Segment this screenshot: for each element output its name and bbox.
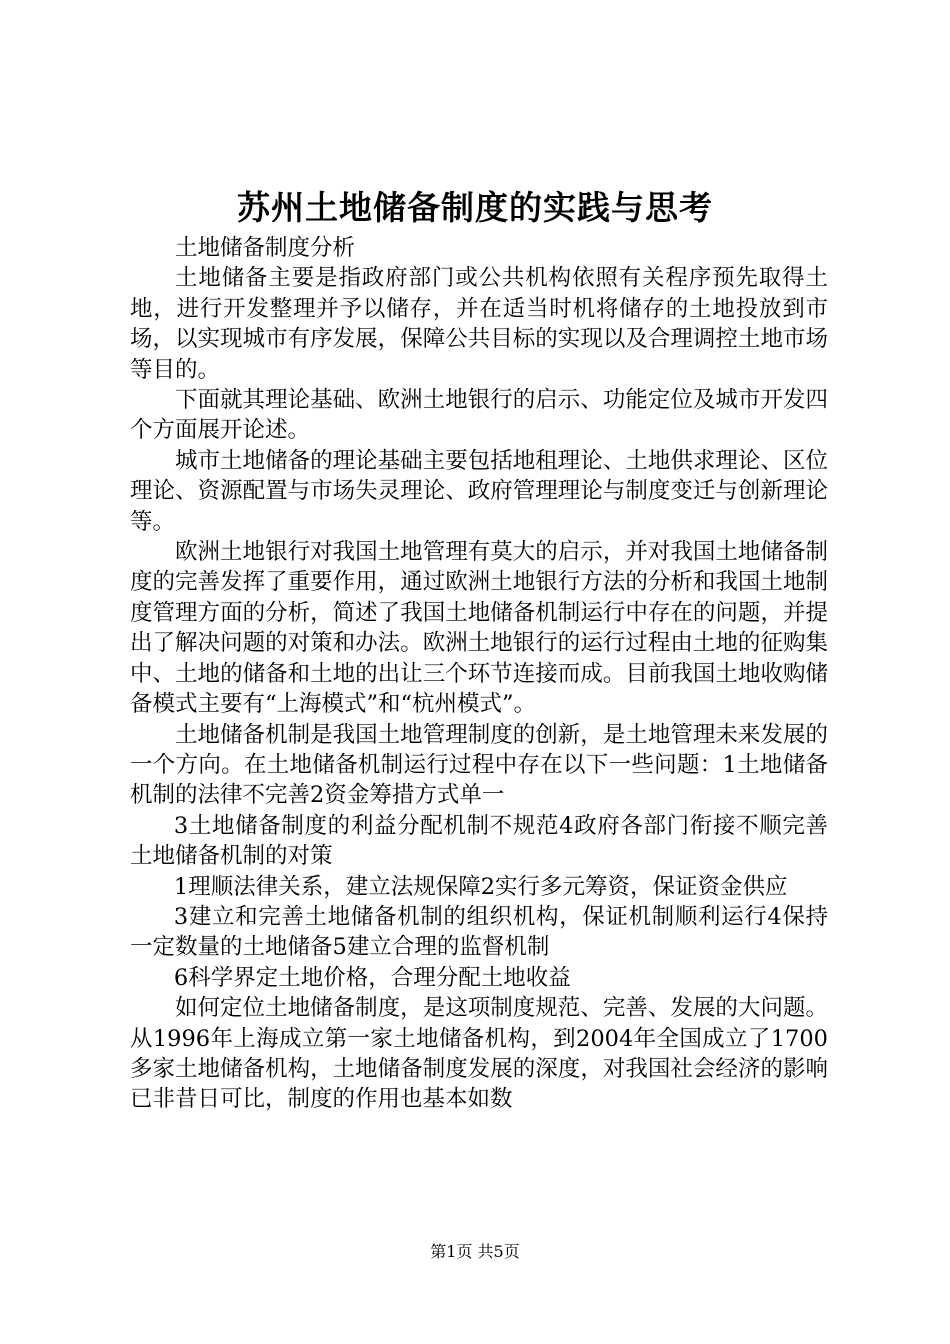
- paragraph-section-heading: 土地储备制度分析: [175, 235, 356, 261]
- paragraph-countermeasures-3: 6科学界定土地价格，合理分配土地收益: [173, 964, 571, 991]
- paragraph-positioning: 如何定位土地储备制度，是这项制度规范、完善、发展的大问题。从1996年上海成立第一家土地储备机构，到2004年全国成立了1700多家土地储备机构，土地储备制度发展的深度，对我国社会经济的影响已非昔日可比，制度的作用也基本如数: [130, 995, 828, 1113]
- page-number-footer: 第1页 共5页: [430, 1242, 520, 1261]
- paragraph-theory: 城市土地储备的理论基础主要包括地租理论、土地供求理论、区位理论、资源配置与市场失灵理论、政府管理理论与制度变迁与创新理论等。: [130, 447, 828, 535]
- paragraph-countermeasures-2: 3建立和完善土地储备机制的组织机构，保证机制顺利运行4保持一定数量的土地储备5建立合理的监督机制: [130, 903, 828, 961]
- document-title: 苏州土地储备制度的实践与思考: [237, 188, 713, 227]
- paragraph-europe-land-bank: 欧洲土地银行对我国土地管理有莫大的启示，并对我国土地储备制度的完善发挥了重要作用，通过欧洲土地银行方法的分析和我国土地制度管理方面的分析，简述了我国土地储备机制运行中存在的问题，并提出了解决问题的对策和办法。欧洲土地银行的运行过程由土地的征购集中、土地的储备和土地的出让三个环节连接而成。目前我国土地收购储备模式主要有“上海模式”和“杭州模式”。: [130, 539, 828, 718]
- paragraph-countermeasures-1: 1理顺法律关系，建立法规保障2实行多元筹资，保证资金供应: [173, 873, 788, 900]
- paragraph-problems: 土地储备机制是我国土地管理制度的创新，是土地管理未来发展的一个方向。在土地储备机制运行过程中存在以下一些问题：1土地储备机制的法律不完善2资金筹措方式单一: [130, 721, 828, 809]
- paragraph-problems-continued: 3土地储备制度的利益分配机制不规范4政府各部门衔接不顺完善土地储备机制的对策: [130, 812, 828, 870]
- paragraph-definition: 土地储备主要是指政府部门或公共机构依照有关程序预先取得土地，进行开发整理并予以储存，并在适当时机将储存的土地投放到市场，以实现城市有序发展，保障公共目标的实现以及合理调控土地市场等目的。: [130, 265, 828, 383]
- paragraph-overview: 下面就其理论基础、欧洲土地银行的启示、功能定位及城市开发四个方面展开论述。: [130, 387, 828, 444]
- document-body: [130, 233, 828, 1115]
